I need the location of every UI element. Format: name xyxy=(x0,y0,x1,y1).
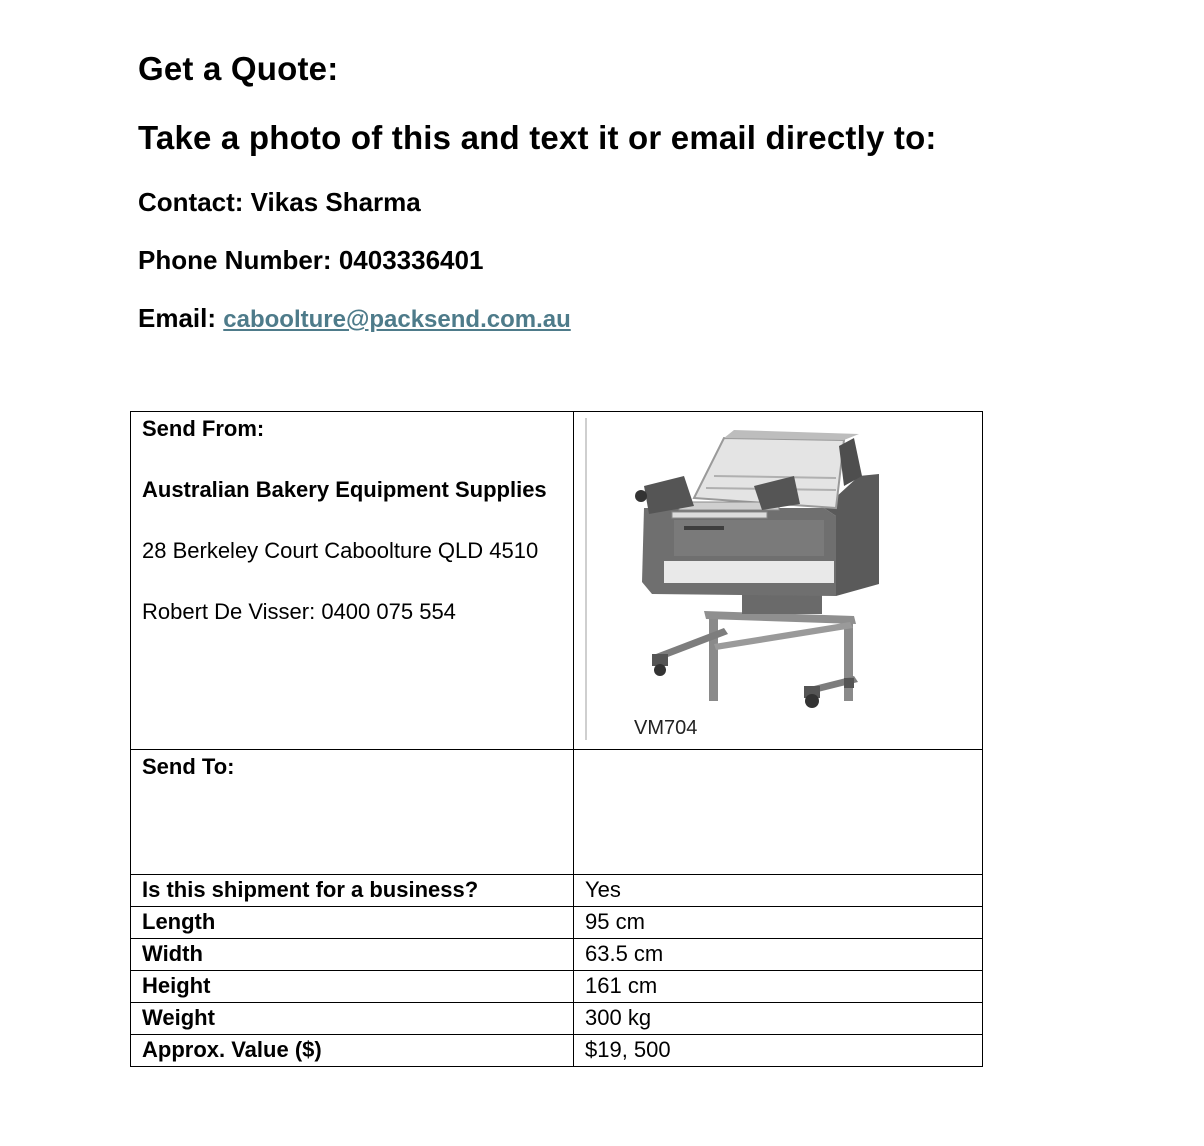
detail-label: Height xyxy=(131,971,574,1003)
email-label: Email: xyxy=(138,303,217,333)
detail-label: Length xyxy=(131,907,574,939)
detail-value: Yes xyxy=(574,875,983,907)
detail-label: Approx. Value ($) xyxy=(131,1035,574,1067)
detail-row-business xyxy=(131,875,983,907)
send-to-label: Send To: xyxy=(142,754,235,779)
contact-label: Contact: xyxy=(138,187,244,217)
send-from-company: Australian Bakery Equipment Supplies xyxy=(142,477,547,502)
contact-line xyxy=(138,187,421,218)
shipment-table xyxy=(130,411,983,1067)
detail-value: 300 kg xyxy=(574,1003,983,1035)
detail-row-value xyxy=(131,1035,983,1067)
detail-value: $19, 500 xyxy=(574,1035,983,1067)
detail-value: 95 cm xyxy=(574,907,983,939)
machine-hopper-icon xyxy=(635,430,862,518)
send-to-value-cell xyxy=(574,750,983,875)
product-caption: VM704 xyxy=(634,717,698,739)
detail-label: Weight xyxy=(131,1003,574,1035)
email-line xyxy=(138,303,571,334)
send-from-address: 28 Berkeley Court Caboolture QLD 4510 xyxy=(142,538,539,563)
product-image-cell xyxy=(574,412,983,750)
detail-row-length xyxy=(131,907,983,939)
contact-name: Vikas Sharma xyxy=(250,187,421,217)
email-link[interactable]: caboolture@packsend.com.au xyxy=(223,306,571,333)
detail-value: 161 cm xyxy=(574,971,983,1003)
phone-label: Phone Number: xyxy=(138,245,332,275)
detail-value: 63.5 cm xyxy=(574,939,983,971)
detail-label: Is this shipment for a business? xyxy=(131,875,574,907)
phone-line xyxy=(138,245,483,276)
detail-row-weight xyxy=(131,1003,983,1035)
send-from-cell xyxy=(131,412,574,750)
send-from-row xyxy=(131,412,983,750)
send-to-row xyxy=(131,750,983,875)
send-from-label: Send From: xyxy=(142,416,265,441)
detail-row-height xyxy=(131,971,983,1003)
send-to-label-cell xyxy=(131,750,574,875)
detail-label: Width xyxy=(131,939,574,971)
detail-row-width xyxy=(131,939,983,971)
machine-stand-icon xyxy=(652,611,858,708)
page-subtitle: Take a photo of this and text it or email directly to: xyxy=(138,119,937,156)
product-image xyxy=(574,416,981,742)
page-title: Get a Quote: xyxy=(138,50,339,87)
phone-number: 0403336401 xyxy=(338,245,484,275)
send-from-contact: Robert De Visser: 0400 075 554 xyxy=(142,599,456,624)
